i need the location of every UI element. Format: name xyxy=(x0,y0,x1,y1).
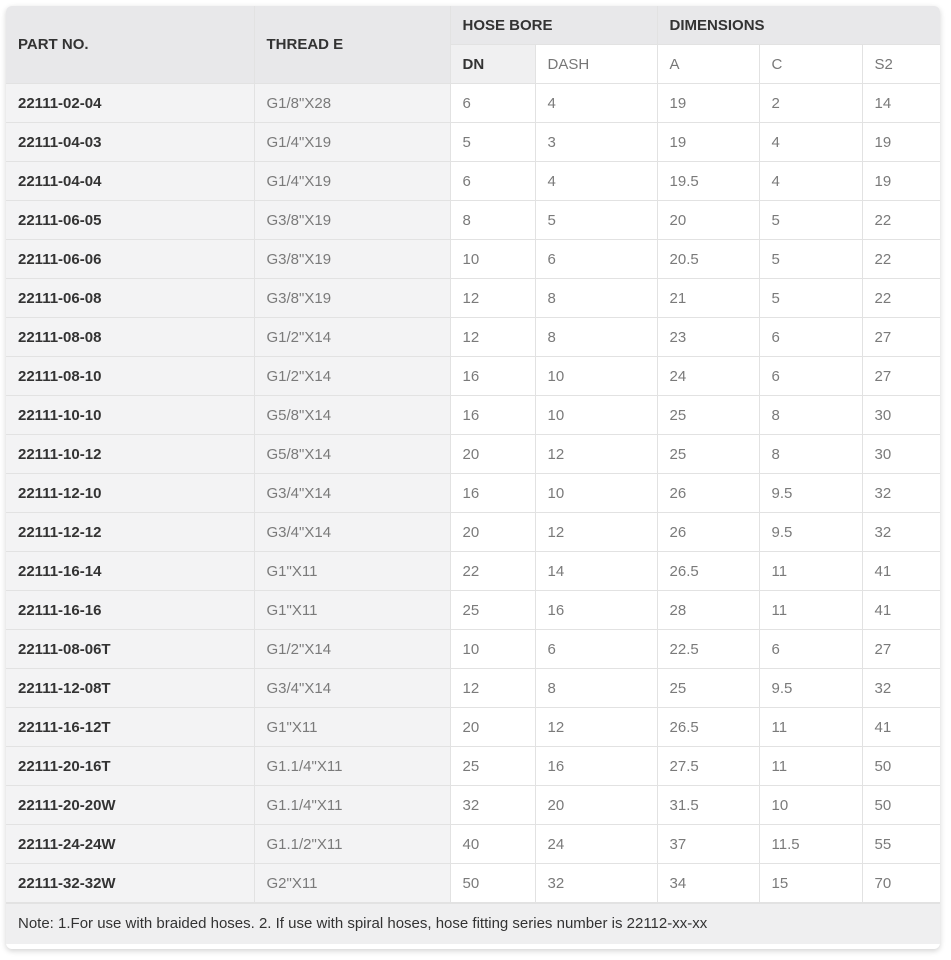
cell-dn: 16 xyxy=(450,474,535,513)
cell-c: 11 xyxy=(759,747,862,786)
cell-dash: 14 xyxy=(535,552,657,591)
cell-dn: 6 xyxy=(450,162,535,201)
cell-c: 5 xyxy=(759,240,862,279)
cell-c: 6 xyxy=(759,357,862,396)
cell-a: 28 xyxy=(657,591,759,630)
cell-a: 27.5 xyxy=(657,747,759,786)
cell-dn: 12 xyxy=(450,279,535,318)
table-note: Note: 1.For use with braided hoses. 2. If use with spiral hoses, hose fitting series number is 22112-xx-xx xyxy=(6,903,940,944)
cell-dn: 20 xyxy=(450,513,535,552)
cell-thread-e: G1/4"X19 xyxy=(254,162,450,201)
cell-a: 26.5 xyxy=(657,708,759,747)
cell-part-no: 22111-24-24W xyxy=(6,825,254,864)
cell-dash: 3 xyxy=(535,123,657,162)
cell-s2: 19 xyxy=(862,123,940,162)
cell-part-no: 22111-04-03 xyxy=(6,123,254,162)
cell-dash: 12 xyxy=(535,435,657,474)
table-row xyxy=(6,357,940,396)
cell-dn: 12 xyxy=(450,318,535,357)
cell-thread-e: G5/8"X14 xyxy=(254,396,450,435)
cell-dash: 6 xyxy=(535,630,657,669)
cell-s2: 70 xyxy=(862,864,940,903)
cell-thread-e: G1"X11 xyxy=(254,708,450,747)
cell-thread-e: G1/2"X14 xyxy=(254,318,450,357)
header-c: C xyxy=(759,45,862,84)
header-dimensions: DIMENSIONS xyxy=(657,6,940,45)
header-a: A xyxy=(657,45,759,84)
cell-dn: 20 xyxy=(450,435,535,474)
cell-a: 24 xyxy=(657,357,759,396)
cell-part-no: 22111-10-10 xyxy=(6,396,254,435)
cell-s2: 50 xyxy=(862,786,940,825)
cell-c: 4 xyxy=(759,123,862,162)
cell-thread-e: G1.1/4"X11 xyxy=(254,747,450,786)
table-row xyxy=(6,786,940,825)
cell-part-no: 22111-16-16 xyxy=(6,591,254,630)
cell-dn: 32 xyxy=(450,786,535,825)
cell-c: 11 xyxy=(759,552,862,591)
cell-dash: 12 xyxy=(535,708,657,747)
cell-c: 11 xyxy=(759,591,862,630)
cell-s2: 27 xyxy=(862,630,940,669)
cell-thread-e: G3/4"X14 xyxy=(254,474,450,513)
cell-s2: 41 xyxy=(862,552,940,591)
header-dash: DASH xyxy=(535,45,657,84)
cell-dn: 5 xyxy=(450,123,535,162)
cell-s2: 32 xyxy=(862,513,940,552)
cell-a: 21 xyxy=(657,279,759,318)
cell-c: 9.5 xyxy=(759,513,862,552)
cell-part-no: 22111-08-08 xyxy=(6,318,254,357)
header-hose-bore: HOSE BORE xyxy=(450,6,657,45)
cell-c: 2 xyxy=(759,84,862,123)
spec-table-card xyxy=(6,6,940,949)
cell-c: 6 xyxy=(759,318,862,357)
cell-c: 9.5 xyxy=(759,474,862,513)
cell-thread-e: G1.1/2"X11 xyxy=(254,825,450,864)
spec-table xyxy=(6,6,940,903)
cell-s2: 27 xyxy=(862,357,940,396)
header-s2: S2 xyxy=(862,45,940,84)
table-row xyxy=(6,123,940,162)
cell-thread-e: G1/2"X14 xyxy=(254,357,450,396)
cell-s2: 27 xyxy=(862,318,940,357)
cell-s2: 30 xyxy=(862,435,940,474)
cell-dn: 16 xyxy=(450,357,535,396)
cell-s2: 22 xyxy=(862,240,940,279)
cell-thread-e: G1/2"X14 xyxy=(254,630,450,669)
cell-a: 20.5 xyxy=(657,240,759,279)
cell-a: 26 xyxy=(657,513,759,552)
table-row xyxy=(6,669,940,708)
cell-thread-e: G2"X11 xyxy=(254,864,450,903)
cell-part-no: 22111-12-10 xyxy=(6,474,254,513)
cell-a: 31.5 xyxy=(657,786,759,825)
header-thread-e: THREAD E xyxy=(254,6,450,84)
cell-a: 23 xyxy=(657,318,759,357)
cell-dash: 10 xyxy=(535,396,657,435)
cell-dn: 25 xyxy=(450,747,535,786)
cell-a: 22.5 xyxy=(657,630,759,669)
cell-thread-e: G5/8"X14 xyxy=(254,435,450,474)
cell-dash: 8 xyxy=(535,318,657,357)
cell-c: 8 xyxy=(759,396,862,435)
cell-part-no: 22111-08-06T xyxy=(6,630,254,669)
cell-a: 34 xyxy=(657,864,759,903)
cell-s2: 22 xyxy=(862,279,940,318)
cell-dash: 16 xyxy=(535,747,657,786)
table-row xyxy=(6,864,940,903)
cell-part-no: 22111-20-16T xyxy=(6,747,254,786)
cell-dn: 16 xyxy=(450,396,535,435)
cell-s2: 32 xyxy=(862,669,940,708)
table-row xyxy=(6,396,940,435)
table-row xyxy=(6,747,940,786)
cell-c: 4 xyxy=(759,162,862,201)
cell-thread-e: G1"X11 xyxy=(254,591,450,630)
cell-thread-e: G1.1/4"X11 xyxy=(254,786,450,825)
cell-part-no: 22111-16-14 xyxy=(6,552,254,591)
cell-dash: 10 xyxy=(535,357,657,396)
cell-dn: 20 xyxy=(450,708,535,747)
cell-part-no: 22111-12-08T xyxy=(6,669,254,708)
cell-part-no: 22111-02-04 xyxy=(6,84,254,123)
table-row xyxy=(6,825,940,864)
cell-thread-e: G3/8"X19 xyxy=(254,201,450,240)
cell-part-no: 22111-04-04 xyxy=(6,162,254,201)
table-row xyxy=(6,279,940,318)
cell-dash: 24 xyxy=(535,825,657,864)
cell-thread-e: G3/8"X19 xyxy=(254,240,450,279)
cell-a: 37 xyxy=(657,825,759,864)
cell-s2: 30 xyxy=(862,396,940,435)
cell-dash: 16 xyxy=(535,591,657,630)
cell-dn: 6 xyxy=(450,84,535,123)
cell-c: 15 xyxy=(759,864,862,903)
cell-dash: 20 xyxy=(535,786,657,825)
cell-s2: 55 xyxy=(862,825,940,864)
cell-s2: 41 xyxy=(862,708,940,747)
cell-dn: 25 xyxy=(450,591,535,630)
header-dn: DN xyxy=(450,45,535,84)
cell-part-no: 22111-20-20W xyxy=(6,786,254,825)
cell-s2: 32 xyxy=(862,474,940,513)
table-row xyxy=(6,240,940,279)
table-row xyxy=(6,84,940,123)
cell-dash: 6 xyxy=(535,240,657,279)
cell-part-no: 22111-10-12 xyxy=(6,435,254,474)
cell-s2: 41 xyxy=(862,591,940,630)
table-row xyxy=(6,435,940,474)
cell-dn: 12 xyxy=(450,669,535,708)
table-row xyxy=(6,630,940,669)
cell-a: 26.5 xyxy=(657,552,759,591)
cell-thread-e: G3/4"X14 xyxy=(254,669,450,708)
cell-part-no: 22111-08-10 xyxy=(6,357,254,396)
cell-c: 6 xyxy=(759,630,862,669)
cell-part-no: 22111-32-32W xyxy=(6,864,254,903)
cell-dn: 50 xyxy=(450,864,535,903)
table-body xyxy=(6,84,940,903)
cell-c: 5 xyxy=(759,279,862,318)
cell-s2: 22 xyxy=(862,201,940,240)
cell-a: 19 xyxy=(657,84,759,123)
cell-c: 10 xyxy=(759,786,862,825)
header-part-no: PART NO. xyxy=(6,6,254,84)
cell-part-no: 22111-06-08 xyxy=(6,279,254,318)
table-row xyxy=(6,474,940,513)
cell-dash: 12 xyxy=(535,513,657,552)
cell-c: 11 xyxy=(759,708,862,747)
cell-dn: 22 xyxy=(450,552,535,591)
table-row xyxy=(6,162,940,201)
table-row xyxy=(6,318,940,357)
cell-dn: 10 xyxy=(450,630,535,669)
cell-thread-e: G1/8"X28 xyxy=(254,84,450,123)
cell-c: 9.5 xyxy=(759,669,862,708)
cell-c: 5 xyxy=(759,201,862,240)
cell-dash: 4 xyxy=(535,162,657,201)
cell-c: 11.5 xyxy=(759,825,862,864)
cell-thread-e: G1"X11 xyxy=(254,552,450,591)
cell-dash: 8 xyxy=(535,279,657,318)
cell-dash: 8 xyxy=(535,669,657,708)
cell-a: 19.5 xyxy=(657,162,759,201)
table-row xyxy=(6,708,940,747)
table-row xyxy=(6,513,940,552)
cell-a: 25 xyxy=(657,669,759,708)
cell-a: 19 xyxy=(657,123,759,162)
cell-part-no: 22111-06-05 xyxy=(6,201,254,240)
cell-part-no: 22111-12-12 xyxy=(6,513,254,552)
cell-a: 20 xyxy=(657,201,759,240)
cell-a: 26 xyxy=(657,474,759,513)
cell-part-no: 22111-16-12T xyxy=(6,708,254,747)
header-row-top xyxy=(6,6,940,45)
cell-dash: 5 xyxy=(535,201,657,240)
cell-a: 25 xyxy=(657,396,759,435)
cell-dash: 4 xyxy=(535,84,657,123)
cell-dash: 10 xyxy=(535,474,657,513)
cell-thread-e: G3/4"X14 xyxy=(254,513,450,552)
cell-part-no: 22111-06-06 xyxy=(6,240,254,279)
cell-dash: 32 xyxy=(535,864,657,903)
cell-a: 25 xyxy=(657,435,759,474)
cell-thread-e: G1/4"X19 xyxy=(254,123,450,162)
cell-thread-e: G3/8"X19 xyxy=(254,279,450,318)
table-row xyxy=(6,201,940,240)
table-row xyxy=(6,591,940,630)
cell-dn: 8 xyxy=(450,201,535,240)
cell-c: 8 xyxy=(759,435,862,474)
cell-s2: 19 xyxy=(862,162,940,201)
table-row xyxy=(6,552,940,591)
cell-s2: 50 xyxy=(862,747,940,786)
cell-dn: 40 xyxy=(450,825,535,864)
cell-dn: 10 xyxy=(450,240,535,279)
cell-s2: 14 xyxy=(862,84,940,123)
